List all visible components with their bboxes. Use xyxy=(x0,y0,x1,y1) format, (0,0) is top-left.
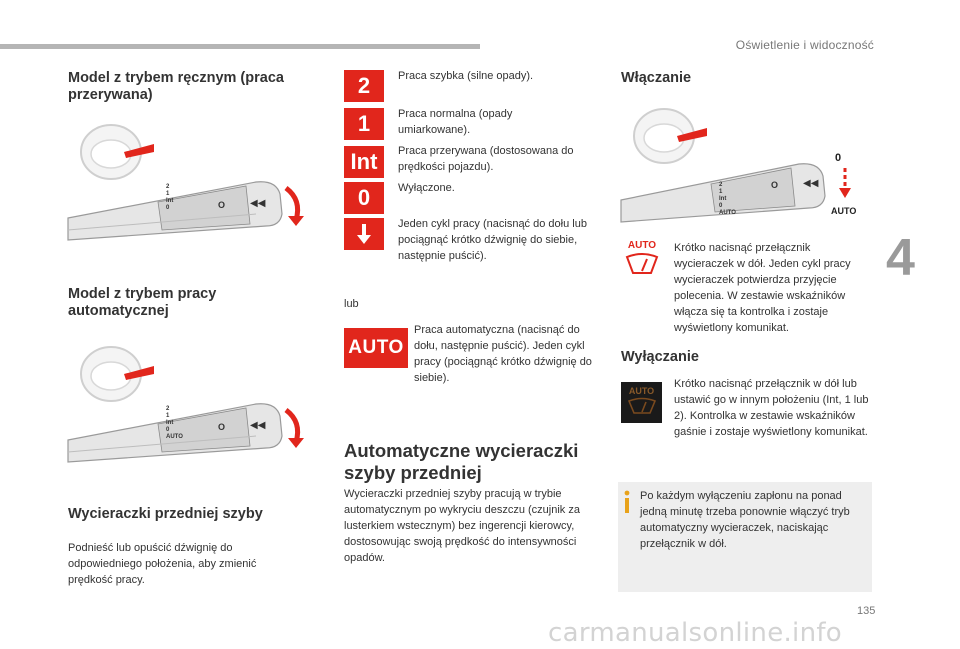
heading-manual-mode: Model z trybem ręcznym (praca przerywana) xyxy=(68,70,284,103)
switch-on-text: Krótko nacisnąć przełącznik wycieraczek w dół. Jeden cykl pracy wycieraczek potwierdza przyjęcie polecenia. W zestawie wskaźników włącza się ta kontrolka i zostaje wyświetlony komunikat. xyxy=(674,242,851,334)
rewind-icon: ◀◀ xyxy=(250,420,266,431)
heading-auto-mode: Model z trybem pracy automatycznej xyxy=(68,286,217,319)
stalk-illustration-switch-on xyxy=(619,106,857,234)
row-2-text: Praca szybka (silne opady). xyxy=(398,70,534,82)
switch-off-text: Krótko nacisnąć przełącznik w dół lub ustawić go w innym położeniu (Int, 1 lub 2). Kontrolka w zestawie wskaźników gaśnie i zostaje wyświetlony komunikat. xyxy=(674,378,869,438)
auto-wiper-indicator-off xyxy=(621,382,662,423)
windscreen-wiper-icon xyxy=(625,253,659,275)
stalk-label-o: O xyxy=(218,422,226,432)
windscreen-wiper-icon xyxy=(627,397,657,415)
stalk-label-1: 1 xyxy=(166,191,170,197)
info-icon xyxy=(622,490,632,514)
chapter-number: 4 xyxy=(886,229,915,287)
stalk-label-1: 1 xyxy=(166,413,170,419)
badge-2: 2 xyxy=(344,70,384,102)
position-auto-label: AUTO xyxy=(831,206,857,216)
curved-arrow-down-icon xyxy=(280,184,310,228)
down-arrow-icon xyxy=(355,223,373,245)
indicator-off-auto-label: AUTO xyxy=(628,386,655,396)
watermark: carmanualsonline.info xyxy=(548,618,843,648)
stalk-label-int: Int xyxy=(166,198,174,204)
indicator-auto-label: AUTO xyxy=(627,240,657,251)
stalk-label-auto: AUTO xyxy=(166,434,183,440)
stalk-label-2: 2 xyxy=(166,184,170,190)
row-1-text: Praca normalna (opady umiarkowane). xyxy=(398,108,513,136)
stalk-label-2: 2 xyxy=(166,406,170,412)
stalk-label-int: Int xyxy=(166,420,174,426)
stalk-label-o: O xyxy=(218,200,226,210)
page-number: 135 xyxy=(857,605,876,617)
auto-row-text: Praca automatyczna (nacisnąć do dołu, następnie puścić). Jeden cykl pracy (pociągnąć krótko dźwignię do siebie). xyxy=(414,324,592,384)
badge-int: Int xyxy=(344,146,384,178)
row-0-text: Wyłączone. xyxy=(398,182,455,194)
front-wipers-text: Podnieść lub opuścić dźwignię do odpowiedniego położenia, aby zmienić prędkość pracy. xyxy=(68,542,257,586)
auto-wiper-indicator xyxy=(621,240,663,275)
heading-switch-off: Wyłączanie xyxy=(621,349,699,365)
badge-0: 0 xyxy=(344,182,384,214)
curved-arrow-down-icon xyxy=(280,406,310,450)
badge-1: 1 xyxy=(344,108,384,140)
heading-auto-wipers: Automatyczne wycieraczki szyby przedniej xyxy=(344,440,579,483)
heading-switch-on: Włączanie xyxy=(621,70,692,86)
header-rule xyxy=(0,44,480,49)
row-single-wipe-text: Jeden cykl pracy (nacisnąć do dołu lub pociągnąć krótko dźwignię do siebie, następnie puścić). xyxy=(398,218,587,262)
stalk-illustration-auto xyxy=(66,344,316,474)
info-note-text: Po każdym wyłączeniu zapłonu na ponad jedną minutę trzeba ponownie włączyć tryb automatyczny wycieraczek, naciskając przełącznik w dół. xyxy=(640,490,850,550)
position-zero-label: 0 xyxy=(835,152,842,164)
badge-single-wipe xyxy=(344,218,384,250)
or-label: lub xyxy=(344,298,359,310)
dashed-arrow-down-icon xyxy=(837,166,853,202)
rewind-icon: ◀◀ xyxy=(803,178,819,189)
badge-auto: AUTO xyxy=(344,328,408,368)
row-int-text: Praca przerywana (dostosowana do prędkości pojazdu). xyxy=(398,145,574,173)
stalk-position-marks: 2 1 Int 0 AUTO xyxy=(719,182,736,216)
heading-front-wipers: Wycieraczki przedniej szyby xyxy=(68,506,263,522)
rewind-icon: ◀◀ xyxy=(250,198,266,209)
stalk-illustration-manual xyxy=(66,122,316,252)
section-header: Oświetlenie i widoczność xyxy=(735,38,874,52)
stalk-label-0: 0 xyxy=(166,205,170,211)
auto-wipers-text: Wycieraczki przedniej szyby pracują w trybie automatycznym po wykryciu deszczu (czujnik za lusterkiem wstecznym) bez ingerencji kierowcy, dostosowując swoją prędkość do intensywności opadów. xyxy=(344,488,580,564)
stalk-label-o: O xyxy=(771,180,779,190)
stalk-label-0: 0 xyxy=(166,427,170,433)
